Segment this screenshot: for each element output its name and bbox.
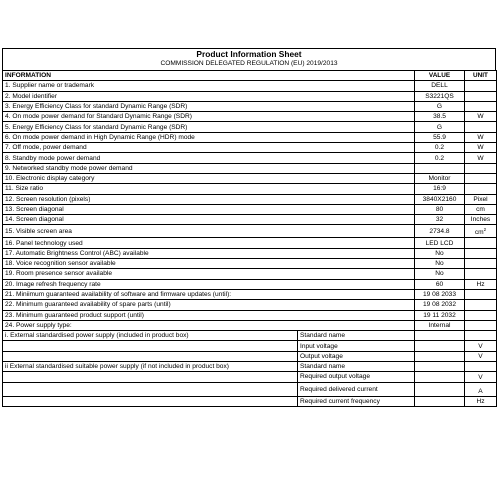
- row-unit: [465, 215, 497, 225]
- row-value: Internal: [415, 320, 465, 330]
- table-row: [3, 132, 497, 142]
- suitable-supply-value: [415, 396, 465, 406]
- row-unit-text: Inches: [470, 216, 491, 224]
- row-label: 17. Automatic Brightness Control (ABC) available: [3, 248, 415, 258]
- suitable-supply-value: [415, 372, 465, 382]
- row-label: 1. Supplier name or trademark: [3, 81, 415, 91]
- sheet-title: Product Information Sheet: [2, 48, 496, 59]
- row-value: 0.2: [415, 143, 465, 153]
- row-unit-superscript: 2: [483, 227, 487, 233]
- row-label: 13. Screen diagonal: [3, 204, 415, 214]
- row-label: 20. Image refresh frequency rate: [3, 279, 415, 289]
- header-value: VALUE: [415, 71, 465, 81]
- row-unit: [465, 204, 497, 214]
- row-value: 2734.8: [415, 225, 465, 238]
- suitable-supply-row: [3, 362, 497, 372]
- suitable-supply-label-blank: [3, 372, 298, 382]
- suitable-supply-row: [3, 396, 497, 406]
- row-unit: [465, 112, 497, 122]
- table-row: [3, 204, 497, 214]
- table-row: [3, 225, 497, 238]
- row-label: 6. On mode power demand in High Dynamic Range (HDR) mode: [3, 132, 415, 142]
- external-supply-sub-label: Output voltage: [298, 351, 415, 361]
- table-row: [3, 101, 497, 111]
- row-label: 16. Panel technology used: [3, 238, 415, 248]
- suitable-supply-row: [3, 372, 497, 382]
- row-unit: [465, 238, 497, 248]
- row-label: 11. Size ratio: [3, 184, 415, 194]
- table-row: [3, 194, 497, 204]
- row-unit: [465, 259, 497, 269]
- row-unit-text: W: [477, 154, 484, 162]
- external-supply-row: [3, 341, 497, 351]
- table-row: [3, 91, 497, 101]
- external-supply-unit: [465, 331, 497, 341]
- row-unit: [465, 289, 497, 299]
- table-row: [3, 320, 497, 330]
- row-label: 3. Energy Efficiency Class for standard Dynamic Range (SDR): [3, 101, 415, 111]
- row-unit-text: cm: [474, 229, 484, 237]
- row-label: 10. Electronic display category: [3, 173, 415, 183]
- row-value: No: [415, 259, 465, 269]
- external-supply-sub-label: Input voltage: [298, 341, 415, 351]
- row-unit: [465, 248, 497, 258]
- suitable-supply-value: [415, 362, 465, 372]
- table-row: [3, 259, 497, 269]
- table-row: [3, 163, 497, 173]
- suitable-supply-unit: [465, 362, 497, 372]
- row-value: No: [415, 269, 465, 279]
- table-row: [3, 248, 497, 258]
- row-unit: [465, 269, 497, 279]
- row-unit: [465, 91, 497, 101]
- row-value: 80: [415, 204, 465, 214]
- suitable-supply-label-blank: [3, 382, 298, 396]
- row-label: 22. Minimum guaranteed availability of spare parts (until): [3, 300, 415, 310]
- table-row: [3, 112, 497, 122]
- row-value: G: [415, 122, 465, 132]
- table-row: [3, 122, 497, 132]
- suitable-supply-label: ii External standardised suitable power supply (if not included in product box): [3, 362, 298, 372]
- table-row: [3, 269, 497, 279]
- row-unit-text: Hz: [476, 280, 485, 288]
- row-label: 15. Visible screen area: [3, 225, 415, 238]
- table-row: [3, 153, 497, 163]
- suitable-supply-sub-label: Required delivered current: [298, 382, 415, 396]
- suitable-supply-unit: A: [465, 382, 497, 396]
- row-label: 5. Energy Efficiency Class for standard Dynamic Range (SDR): [3, 122, 415, 132]
- row-label: 14. Screen diagonal: [3, 215, 415, 225]
- row-value: 3840X2160: [415, 194, 465, 204]
- suitable-supply-value: [415, 382, 465, 396]
- row-value: LED LCD: [415, 238, 465, 248]
- product-information-sheet: [2, 48, 496, 407]
- row-value: No: [415, 248, 465, 258]
- row-label: 2. Model identifier: [3, 91, 415, 101]
- row-value: 55.9: [415, 132, 465, 142]
- row-label: 9. Networked standby mode power demand: [3, 163, 415, 173]
- row-value: 19 11 2032: [415, 310, 465, 320]
- row-unit: [465, 132, 497, 142]
- row-unit: [465, 225, 497, 238]
- row-value: Monitor: [415, 173, 465, 183]
- row-unit: [465, 101, 497, 111]
- table-row: [3, 184, 497, 194]
- table-row: [3, 173, 497, 183]
- external-supply-label-blank: [3, 351, 298, 361]
- product-info-table: [2, 70, 497, 407]
- row-unit: [465, 122, 497, 132]
- row-unit: [465, 81, 497, 91]
- suitable-supply-sub-label: Required output voltage: [298, 372, 415, 382]
- table-row: [3, 300, 497, 310]
- external-supply-value: [415, 351, 465, 361]
- row-value: S3221QS: [415, 91, 465, 101]
- sheet-subtitle: COMMISSION DELEGATED REGULATION (EU) 2019/2013: [2, 59, 496, 70]
- suitable-supply-row: [3, 382, 497, 396]
- row-label: 8. Standby mode power demand: [3, 153, 415, 163]
- table-row: [3, 215, 497, 225]
- row-unit: [465, 163, 497, 173]
- row-unit-text: cm: [476, 206, 485, 213]
- table-row: [3, 81, 497, 91]
- suitable-supply-unit: V: [465, 372, 497, 382]
- table-row: [3, 289, 497, 299]
- row-label: 12. Screen resolution (pixels): [3, 194, 415, 204]
- external-supply-unit: V: [465, 351, 497, 361]
- row-value: 19 08 2032: [415, 300, 465, 310]
- row-value: [415, 163, 465, 173]
- row-unit: [465, 184, 497, 194]
- table-row: [3, 238, 497, 248]
- row-unit: [465, 143, 497, 153]
- header-unit: UNIT: [465, 71, 497, 81]
- row-unit-text: W: [477, 144, 484, 152]
- row-label: 19. Room presence sensor available: [3, 269, 415, 279]
- external-supply-row: [3, 351, 497, 361]
- external-supply-unit: V: [465, 341, 497, 351]
- external-supply-label-blank: [3, 341, 298, 351]
- row-label: 4. On mode power demand for Standard Dynamic Range (SDR): [3, 112, 415, 122]
- row-unit-text: W: [477, 133, 484, 141]
- row-unit: [465, 310, 497, 320]
- suitable-supply-label-blank: [3, 396, 298, 406]
- row-value: DELL: [415, 81, 465, 91]
- row-value: G: [415, 101, 465, 111]
- table-row: [3, 143, 497, 153]
- row-unit: [465, 320, 497, 330]
- suitable-supply-sub-label: Standard name: [298, 362, 415, 372]
- row-label: 7. Off mode, power demand: [3, 143, 415, 153]
- row-label: 18. Voice recognition sensor available: [3, 259, 415, 269]
- row-label: 21. Miniimum guaranteed availability of software and firmware updates (until):: [3, 289, 415, 299]
- external-supply-label: i. External standardised power supply (included in product box): [3, 331, 298, 341]
- row-unit: [465, 153, 497, 163]
- table-row: [3, 279, 497, 289]
- row-value: 32: [415, 215, 465, 225]
- row-unit-text: Pixel: [473, 195, 488, 203]
- row-value: 60: [415, 279, 465, 289]
- table-header-row: [3, 71, 497, 81]
- row-unit: [465, 173, 497, 183]
- row-value: 16:9: [415, 184, 465, 194]
- external-supply-value: [415, 341, 465, 351]
- row-value: 38.5: [415, 112, 465, 122]
- header-information: INFORMATION: [3, 71, 415, 81]
- row-unit-text: W: [477, 113, 484, 121]
- row-label: 24. Power supply type:: [3, 320, 415, 330]
- external-supply-value: [415, 331, 465, 341]
- row-value: 19 08 2033: [415, 289, 465, 299]
- suitable-supply-sub-label: Required current frequency: [298, 396, 415, 406]
- row-unit: [465, 279, 497, 289]
- row-label: 23. Minimum guaranteed product support (until): [3, 310, 415, 320]
- external-supply-row: [3, 331, 497, 341]
- table-row: [3, 310, 497, 320]
- external-supply-sub-label: Standard name: [298, 331, 415, 341]
- row-unit: [465, 194, 497, 204]
- suitable-supply-unit: Hz: [465, 396, 497, 406]
- row-unit: [465, 300, 497, 310]
- row-value: 0.2: [415, 153, 465, 163]
